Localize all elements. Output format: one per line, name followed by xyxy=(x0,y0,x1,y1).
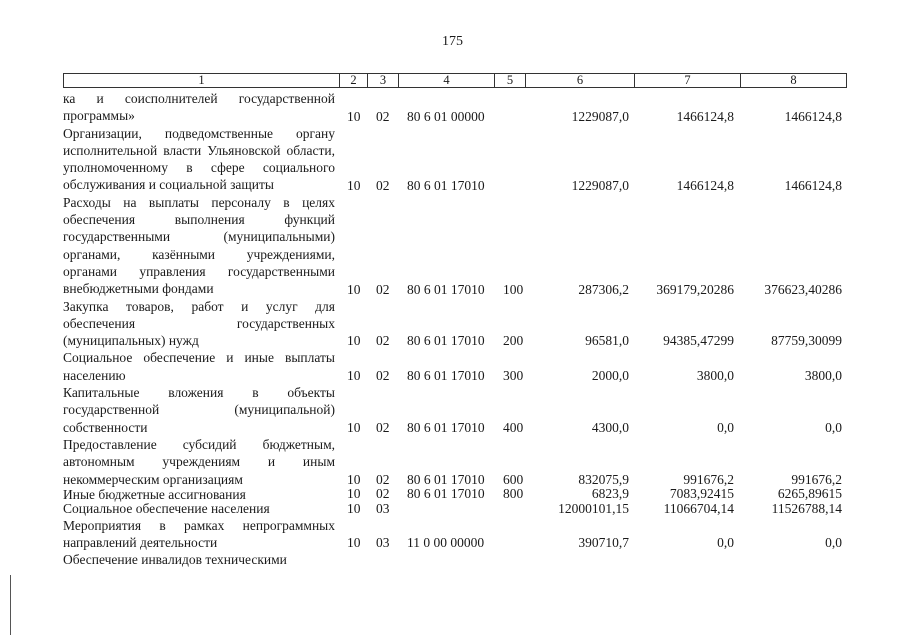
row-values xyxy=(63,419,847,436)
header-col-1: 1 xyxy=(198,73,205,87)
table-row xyxy=(63,436,847,488)
cell-c6: 1229087,0 xyxy=(571,177,629,193)
cell-c6: 2000,0 xyxy=(591,368,629,384)
cell-c4: 80 6 01 17010 xyxy=(407,333,485,349)
header-col-4: 4 xyxy=(398,74,494,87)
cell-c3: 02 xyxy=(376,108,390,124)
row-description: Обеспечение инвалидов техническими xyxy=(63,552,287,568)
table-row xyxy=(63,502,847,517)
cell-c2: 10 xyxy=(347,281,361,297)
table-body xyxy=(63,90,847,569)
table-row xyxy=(63,298,847,350)
table-row xyxy=(63,349,847,384)
cell-c5: 100 xyxy=(503,281,524,297)
row-description: Капитальные вложения в объекты государственной (муниципальной) собственности xyxy=(63,385,335,435)
cell-c3: 02 xyxy=(376,177,390,193)
cell-c2: 10 xyxy=(347,500,361,516)
cell-c8: 3800,0 xyxy=(804,368,842,384)
row-description: Предоставление субсидий бюджетным, автономным учреждениям и иным некоммерческим организациям xyxy=(63,436,335,487)
row-values xyxy=(63,332,847,349)
cell-c7: 1466124,8 xyxy=(676,108,734,124)
cell-c7: 11066704,14 xyxy=(663,500,734,516)
cell-c2: 10 xyxy=(347,535,361,551)
cell-c4: 11 0 00 00000 xyxy=(407,535,485,551)
table-row xyxy=(63,90,847,125)
row-values xyxy=(63,281,847,298)
row-description: Социальное обеспечение и иные выплаты населению xyxy=(63,350,335,383)
cell-c4: 80 6 01 17010 xyxy=(407,368,485,384)
cell-c8: 1466124,8 xyxy=(784,177,842,193)
cell-c2: 10 xyxy=(347,177,361,193)
row-description: Мероприятия в рамках непрограммных направлений деятельности xyxy=(63,517,335,551)
cell-c6: 287306,2 xyxy=(578,281,629,297)
cell-c2: 10 xyxy=(347,486,361,502)
cell-c7: 1466124,8 xyxy=(676,177,734,193)
header-col-5: 5 xyxy=(494,74,525,87)
cell-c8: 991676,2 xyxy=(791,471,842,487)
cell-c5: 200 xyxy=(503,333,524,349)
table-header xyxy=(63,73,847,88)
cell-c2: 10 xyxy=(347,368,361,384)
cell-c3: 02 xyxy=(376,471,390,487)
row-description: Социальное обеспечение населения xyxy=(63,501,270,517)
cell-c6: 1229087,0 xyxy=(571,108,629,124)
cell-c4: 80 6 01 17010 xyxy=(407,281,485,297)
cell-c8: 376623,40286 xyxy=(764,281,842,297)
cell-c4: 80 6 01 17010 xyxy=(407,471,485,487)
table-row xyxy=(63,194,847,298)
cell-c3: 03 xyxy=(376,500,390,516)
row-values xyxy=(63,552,847,569)
header-col-7: 7 xyxy=(634,74,740,87)
cell-c4: 80 6 01 17010 xyxy=(407,177,485,193)
cell-c7: 3800,0 xyxy=(696,368,734,384)
cell-c8: 6265,89615 xyxy=(777,486,842,502)
cell-c7: 0,0 xyxy=(717,419,734,435)
cell-c5: 600 xyxy=(503,471,524,487)
table-row xyxy=(63,517,847,552)
cell-c2: 10 xyxy=(347,108,361,124)
header-col-2: 2 xyxy=(339,74,367,87)
table-row xyxy=(63,384,847,436)
cell-c4: 80 6 01 00000 xyxy=(407,108,485,124)
margin-line xyxy=(10,575,11,635)
cell-c6: 832075,9 xyxy=(578,471,629,487)
row-values xyxy=(63,534,847,551)
table-row xyxy=(63,551,847,568)
cell-c7: 991676,2 xyxy=(683,471,734,487)
row-description: Иные бюджетные ассигнования xyxy=(63,486,246,502)
row-values xyxy=(63,108,847,125)
cell-c2: 10 xyxy=(347,333,361,349)
cell-c8: 87759,30099 xyxy=(771,333,842,349)
cell-c7: 7083,92415 xyxy=(669,486,734,502)
cell-c3: 02 xyxy=(376,281,390,297)
page-number: 175 xyxy=(442,34,463,49)
row-values xyxy=(63,500,847,517)
table-row xyxy=(63,125,847,194)
cell-c6: 6823,9 xyxy=(591,486,629,502)
cell-c6: 390710,7 xyxy=(578,535,629,551)
row-description: ка и соисполнителей государственной программы» xyxy=(63,91,335,124)
cell-c5: 800 xyxy=(503,486,524,502)
cell-c8: 1466124,8 xyxy=(784,108,842,124)
cell-c2: 10 xyxy=(347,419,361,435)
header-col-3: 3 xyxy=(367,74,398,87)
cell-c4: 80 6 01 17010 xyxy=(407,486,485,502)
cell-c8: 0,0 xyxy=(825,535,842,551)
cell-c6: 12000101,15 xyxy=(558,500,629,516)
row-values xyxy=(63,367,847,384)
cell-c7: 94385,47299 xyxy=(663,333,734,349)
header-col-8: 8 xyxy=(740,74,846,87)
cell-c6: 4300,0 xyxy=(591,419,629,435)
cell-c4: 80 6 01 17010 xyxy=(407,419,485,435)
cell-c7: 369179,20286 xyxy=(656,281,734,297)
cell-c3: 02 xyxy=(376,419,390,435)
cell-c8: 11526788,14 xyxy=(771,500,842,516)
cell-c3: 02 xyxy=(376,486,390,502)
cell-c2: 10 xyxy=(347,471,361,487)
row-description: Расходы на выплаты персоналу в целях обеспечения выполнения функций государственными (муниципальными) органами, казёнными учреждениями, органами управления государственными внебюджетными фондами xyxy=(63,194,335,297)
row-description: Организации, подведомственные органу исполнительной власти Ульяновской области, уполномоченному в сфере социального обслуживания и социальной защиты xyxy=(63,125,335,193)
cell-c5: 300 xyxy=(503,368,524,384)
cell-c8: 0,0 xyxy=(825,419,842,435)
row-description: Закупка товаров, работ и услуг для обеспечения государственных (муниципальных) нужд xyxy=(63,298,335,349)
row-values xyxy=(63,177,847,194)
header-col-6: 6 xyxy=(525,74,634,87)
cell-c7: 0,0 xyxy=(717,535,734,551)
cell-c5: 400 xyxy=(503,419,524,435)
cell-c3: 02 xyxy=(376,333,390,349)
cell-c3: 03 xyxy=(376,535,390,551)
cell-c3: 02 xyxy=(376,368,390,384)
cell-c6: 96581,0 xyxy=(585,333,629,349)
